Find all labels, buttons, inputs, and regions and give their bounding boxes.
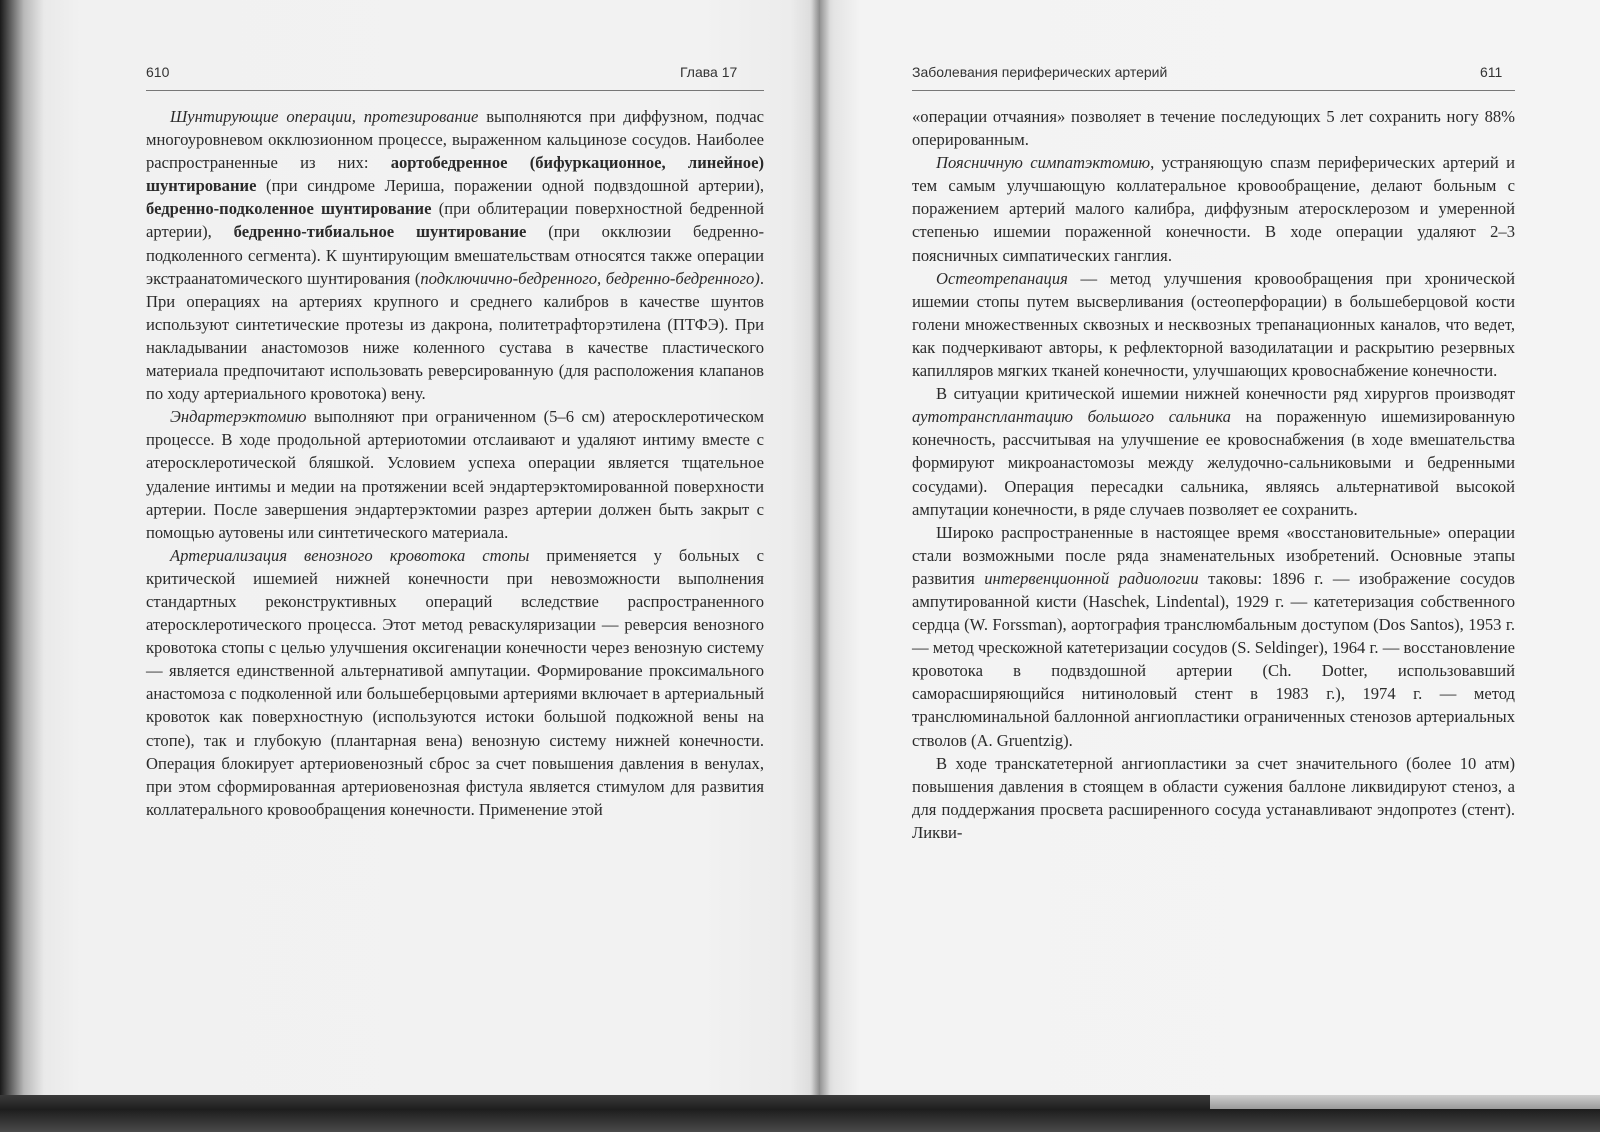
bold-term: аортобедренное (бифуркационное, линейное) шунтирование — [146, 153, 764, 196]
bold-term: бедренно-подколенное шунтирование — [146, 199, 432, 219]
text-run: (при окклюзии бедренно-подколенного сегмента). К шунтирующим вмешательствам относятся также операции экстраанатомического шунтирования ( — [146, 222, 764, 288]
right-page — [820, 0, 1600, 1095]
running-header: Заболевания периферических артерий — [912, 64, 1168, 80]
book-gutter-shadow — [810, 0, 830, 1095]
italic-term: Поясничную симпатэктомию — [936, 153, 1151, 173]
text-run: В ситуации критической ишемии нижней конечности ряд хирургов производят — [936, 384, 1515, 404]
text-run: В ходе транскатетерной ангиопластики за счет значительного (более 10 атм) повышения давления в стоящем в области сужения баллоне ликвидируют стеноз, а для поддержания просвета расширенного сосуда устанавливают эндопротез (стент). Ликви- — [912, 753, 1515, 842]
paragraph — [912, 521, 1515, 752]
running-header: Глава 17 — [680, 64, 738, 80]
text-run: (при синдроме Лериша, поражении одной подвздошной артерии), — [256, 176, 764, 196]
text-run: применяется у больных с критической ишемией нижней конечности при невозможности выполнения стандартных реконструктивных операций вследствие распространенного атеросклеротического процесса. Этот метод реваскуляризации — реверсия венозного кровотока стопы с целью улучшения оксигенации конечности через венозную систему — является единственной альтернативой ампутации. Формирование проксимального анастомоза с подколенной или большеберцовыми артериями включает в артериальный кровоток как поверхностную (используются истоки большой подкожной вены на стопе), так и глубокую (плантарная вена) венозную систему нижней конечности. Операция блокирует артериовенозный сброс за счет повышения давления в венулах, при этом сформированная артериовенозная фистула является стимулом для развития коллатерального кровообращения конечности. Применение этой — [146, 545, 764, 819]
text-run: . При операциях на артериях крупного и среднего калибров в качестве шунтов используют синтетические протезы из дакрона, политетрафторэтилена (ПТФЭ). При накладывании анастомозов ниже коленного сустава в качестве пластического материала предпочитают использовать реверсированную (для расположения клапанов по ходу артериального кровотока) вену. — [146, 268, 764, 404]
paragraph — [146, 544, 764, 821]
paragraph — [912, 105, 1515, 151]
paragraph — [912, 752, 1515, 844]
italic-term: Остеотрепанация — [936, 268, 1068, 288]
text-run: «операции отчаяния» позволяет в течение последующих 5 лет сохранить ногу 88% оперированным. — [912, 107, 1515, 150]
bold-term: бедренно-тибиальное шунтирование — [233, 222, 527, 242]
header-rule — [912, 90, 1515, 91]
page-edge-lip — [1210, 1095, 1600, 1109]
paragraph — [912, 382, 1515, 521]
text-run: (при облитерации поверхностной бедренной артерии), — [146, 199, 764, 242]
text-run: Широко распространенные в настоящее время «восстановительные» операции стали возможными после ряда знаменательных изобретений. Основные этапы развития — [912, 522, 1515, 588]
left-page — [0, 0, 820, 1095]
page-number: 610 — [146, 64, 170, 80]
text-run: — метод улучшения кровообращения при хронической ишемии стопы путем высверливания (остеоперфорации) в большеберцовой кости голени множественных сквозных и несквозных трепанационных каналов, что ведет, как подчеркивают авторы, к рефлекторной вазодилатации и раскрытию резервных капилляров мягких тканей конечности, улучшающих кровоснабжение конечности. — [912, 268, 1515, 381]
paragraph — [912, 151, 1515, 266]
italic-term: Артериализация венозного кровотока стопы — [170, 545, 530, 565]
page-body — [146, 105, 764, 821]
italic-term: подключично-бедренного, бедренно-бедренного) — [420, 268, 760, 288]
text-run: выполняются при диффузном, подчас многоуровневом окклюзионном процессе, выраженном кальцинозе сосудов. Наиболее распространенные из них: — [146, 107, 764, 173]
paragraph — [146, 105, 764, 405]
paragraph — [146, 405, 764, 544]
italic-term: интервенционной радиологии — [984, 568, 1199, 588]
italic-term: Эндартерэктомию — [170, 407, 307, 427]
page-edge-shadow — [0, 1095, 1600, 1132]
page-body — [912, 105, 1515, 844]
text-run: таковы: 1896 г. — изображение сосудов ампутированной кисти (Haschek, Lindental), 1929 г. — катетеризация собственного сердца (W. Forssman), аортография транслюмбальным доступом (Dos Santos), 1953 г. — метод чрескожной катетеризации сосудов (S. Seldinger), 1964 г. — восстановление кровотока в подвздошной артерии (Ch. Dotter, использовавший саморасширяющийся нитиноловый стент в 1983 г.), 1974 г. — метод транслюминальной баллонной ангиопластики ограниченных стенозов артериальных стволов (A. Gruentzig). — [912, 568, 1515, 750]
text-run: , устраняющую спазм периферических артерий и тем самым улучшающую коллатеральное кровообращение, делают больным с поражением артерий малого калибра, диффузным атеросклерозом и умеренной степенью ишемии пораженной конечности. В ходе операции удаляют 2–3 поясничных симпатических ганглия. — [912, 153, 1515, 265]
page-number: 611 — [1480, 64, 1503, 80]
paragraph — [912, 267, 1515, 382]
header-rule — [146, 90, 764, 91]
italic-term: аутотрансплантацию большого сальника — [912, 407, 1231, 427]
text-run: выполняют при ограниченном (5–6 см) атеросклеротическом процессе. В ходе продольной артериотомии отслаивают и удаляют интиму вместе с атеросклеротической бляшкой. Условием успеха операции является тщательное удаление интимы и медии на протяжении всей эндартерэктомированной поверхности артерии. После завершения эндартерэктомии разрез артерии должен быть закрыт с помощью аутовены или синтетического материала. — [146, 407, 764, 542]
italic-term: Шунтирующие операции, протезирование — [170, 107, 479, 126]
text-run: на пораженную ишемизированную конечность, рассчитывая на улучшение ее кровоснабжения (в ходе вмешательства формируют микроанастомозы между желудочно-сальниковыми и бедренными сосудами). Операция пересадки сальника, являясь альтернативой высокой ампутации конечности, в ряде случаев позволяет ее сохранить. — [912, 407, 1515, 519]
